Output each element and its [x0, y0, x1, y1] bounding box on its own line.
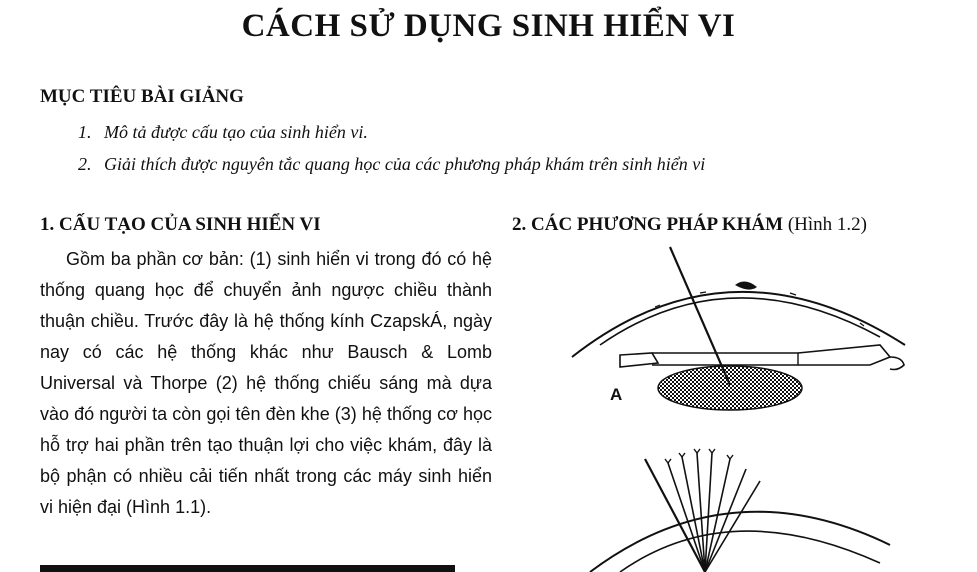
light-beam	[670, 247, 730, 385]
section2-heading	[512, 214, 867, 236]
section1-paragraph	[40, 244, 492, 523]
section1-heading: 1. CẤU TẠO CỦA SINH HIỂN VI	[40, 214, 321, 235]
section2-title: 2. CÁC PHƯƠNG PHÁP KHÁM	[512, 214, 784, 235]
figure-reference: (Hình 1.2)	[787, 214, 867, 235]
objective-number: 2.	[78, 154, 92, 174]
objective-number: 1.	[78, 122, 92, 142]
black-bar-divider	[40, 565, 455, 572]
figure-a-cornea	[572, 281, 905, 369]
objective-text: Giải thích được nguyên tắc quang học của các phương pháp khám trên sinh hiển vi	[104, 154, 706, 174]
figure-label-a: A	[610, 385, 623, 404]
objective-text: Mô tả được cấu tạo của sinh hiển vi.	[104, 122, 368, 142]
objective-item	[78, 148, 705, 180]
lens-shape	[658, 366, 802, 410]
objectives-list	[78, 116, 705, 180]
objective-item	[78, 116, 705, 148]
objectives-heading: MỤC TIÊU BÀI GIẢNG	[40, 86, 244, 107]
figure-b-rays	[590, 449, 890, 572]
eye-section-illustration	[560, 245, 960, 572]
section1-text: Gồm ba phần cơ bản: (1) sinh hiển vi trong đó có hệ thống quang học để chuyển ảnh ngược chiều thành thuận chiều. Trước đây là hệ thống kính CzapskÁ, ngày nay có các hệ thống khác như Bausch & Lomb Universal và Thorpe (2) hệ thống chiếu sáng mà dựa vào đó người ta còn gọi tên đèn khe (3) hệ thống cơ học hỗ trợ hai phần trên tạo thuận lợi cho việc khám, đây là bộ phận có nhiều cải tiến nhất trong các máy sinh hiển vi hiện đại (Hình 1.1).	[40, 249, 492, 517]
page-title: CÁCH SỬ DỤNG SINH HIỂN VI	[241, 8, 736, 44]
